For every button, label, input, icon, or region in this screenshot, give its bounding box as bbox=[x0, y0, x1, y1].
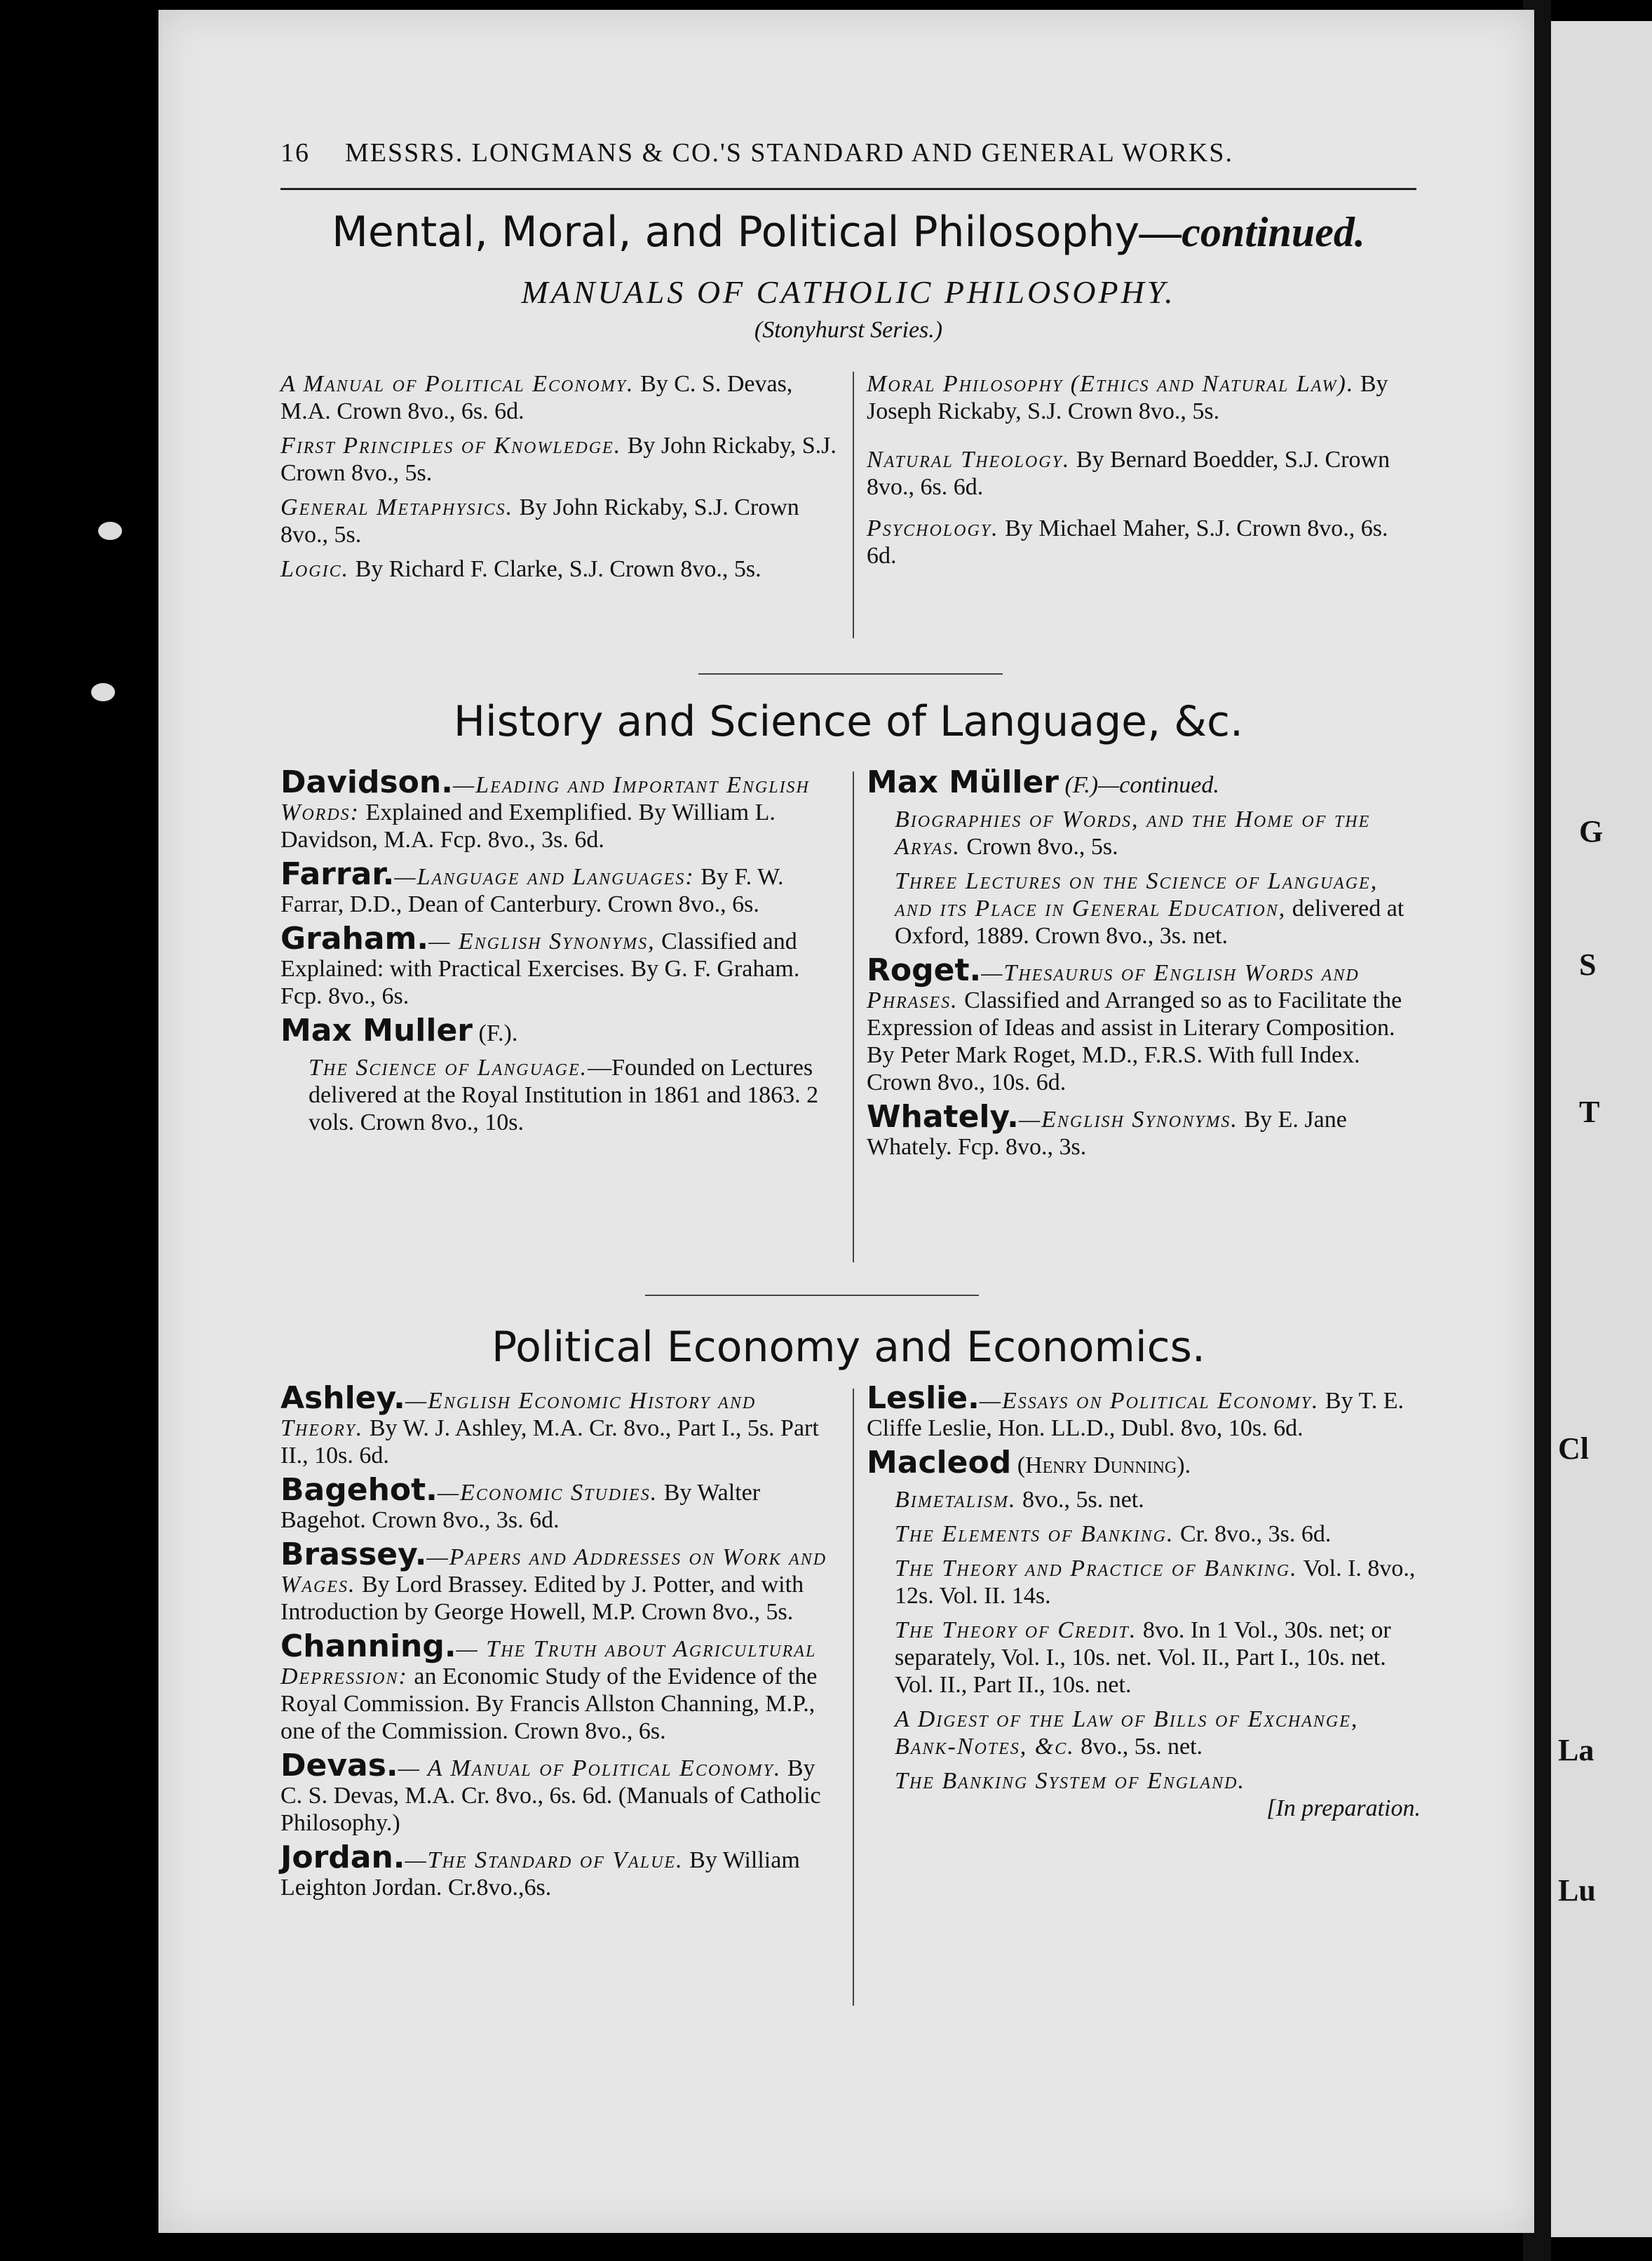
book-entry: General Metaphysics. By John Rickaby, S.J. Crown 8vo., 5s. bbox=[280, 494, 799, 548]
section-divider bbox=[645, 1295, 979, 1296]
book-entry: Farrar.—Language and Languages: By F. W. Farrar, D.D., Dean of Canterbury. Crown 8vo., 6s. bbox=[280, 856, 784, 917]
section2-right-column bbox=[867, 764, 1421, 1168]
book-entry: Roget.—Thesaurus of English Words and Phrases. Classified and Arranged so as to Facilitate the Expression of Ideas and assist in Literary Composition. By Peter Mark Roget, M.D., F.R.S. With full Index. Crown 8vo., 10s. 6d. bbox=[867, 952, 1402, 1095]
book-entry: Graham.— English Synonyms, Classified and Explained: with Practical Exercises. By G. F. Graham. Fcp. 8vo., 6s. bbox=[280, 921, 800, 1009]
book-entry: First Principles of Knowledge. By John Rickaby, S.J. Crown 8vo., 5s. bbox=[280, 433, 837, 486]
column-divider bbox=[853, 372, 854, 638]
book-entry: Max Müller (F.)—continued. bbox=[867, 764, 1219, 800]
book-entry: Ashley.—English Economic History and Theory. By W. J. Ashley, M.A. Cr. 8vo., Part I., 5s. Part II., 10s. 6d. bbox=[280, 1380, 819, 1469]
running-head bbox=[280, 137, 1416, 168]
book-entry: A Manual of Political Economy. By C. S. Devas, M.A. Crown 8vo., 6s. 6d. bbox=[280, 371, 793, 424]
section3-right-column bbox=[867, 1380, 1421, 1822]
book-entry: Max Muller (F.). bbox=[280, 1013, 518, 1048]
book-entry: Moral Philosophy (Ethics and Natural Law). By Joseph Rickaby, S.J. Crown 8vo., 5s. bbox=[867, 371, 1388, 424]
section-title bbox=[280, 208, 1416, 257]
book-entry: Channing.— The Truth about Agricultural Depression: an Economic Study of the Evidence of the Royal Commission. By Francis Allston Channing, M.P., one of the Commission. Crown 8vo., 6s. bbox=[280, 1628, 818, 1744]
head-rule bbox=[280, 188, 1416, 190]
section-title-text: Mental, Moral, and Political Philosophy bbox=[332, 208, 1140, 257]
book-entry: The Elements of Banking. Cr. 8vo., 3s. 6d. bbox=[895, 1521, 1332, 1547]
edge-fragment: S bbox=[1579, 947, 1597, 982]
book-entry: Three Lectures on the Science of Language, and its Place in General Education, delivered at Oxford, 1889. Crown 8vo., 3s. net. bbox=[895, 868, 1404, 949]
book-entry: Biographies of Words, and the Home of the Aryas. Crown 8vo., 5s. bbox=[895, 806, 1371, 860]
edge-fragment: T bbox=[1579, 1095, 1600, 1129]
book-entry: Whately.—English Synonyms. By E. Jane Whately. Fcp. 8vo., 3s. bbox=[867, 1099, 1347, 1160]
column-divider bbox=[853, 771, 854, 1262]
book-entry: The Theory and Practice of Banking. Vol. I. 8vo., 12s. Vol. II. 14s. bbox=[895, 1555, 1416, 1609]
series-label: (Stonyhurst Series.) bbox=[754, 317, 943, 343]
book-entry: Bimetalism. 8vo., 5s. net. bbox=[895, 1487, 1144, 1513]
section-divider bbox=[698, 673, 1003, 675]
book-entry: Logic. By Richard F. Clarke, S.J. Crown 8vo., 5s. bbox=[280, 556, 761, 582]
edge-fragment: Cl bbox=[1558, 1431, 1589, 1466]
binding-hole bbox=[98, 522, 122, 540]
edge-fragment: Lu bbox=[1558, 1873, 1596, 1908]
preparation-note: [In preparation. bbox=[1266, 1795, 1421, 1821]
section-title: History and Science of Language, &c. bbox=[453, 697, 1244, 746]
section1-left-column bbox=[280, 370, 841, 590]
section1-right-column bbox=[867, 370, 1421, 576]
book-entry: Macleod (Henry Dunning). bbox=[867, 1445, 1191, 1480]
book-entry: Davidson.—Leading and Important English Words: Explained and Exemplified. By William L. Davidson, M.A. Fcp. 8vo., 3s. 6d. bbox=[280, 764, 810, 853]
book-entry: Devas.— A Manual of Political Economy. By C. S. Devas, M.A. Cr. 8vo., 6s. 6d. (Manuals of Catholic Philosophy.) bbox=[280, 1748, 821, 1836]
section3-left-column bbox=[280, 1380, 841, 1908]
book-entry: Bagehot.—Economic Studies. By Walter Bagehot. Crown 8vo., 3s. 6d. bbox=[280, 1472, 761, 1533]
book-entry: The Banking System of England. bbox=[895, 1768, 1245, 1794]
section-subtitle: MANUALS OF CATHOLIC PHILOSOPHY. bbox=[521, 274, 1176, 310]
book-entry: The Theory of Credit. 8vo. In 1 Vol., 30s. net; or separately, Vol. I., 10s. net. Vol. II., Part I., 10s. net. Vol. II., Part II., 10s. net. bbox=[895, 1617, 1391, 1698]
section-title: Political Economy and Economics. bbox=[492, 1323, 1205, 1372]
running-head-text: MESSRS. LONGMANS & CO.'S STANDARD AND GENERAL WORKS. bbox=[345, 138, 1233, 168]
binding-hole bbox=[91, 683, 115, 701]
edge-fragment: La bbox=[1558, 1733, 1595, 1767]
book-entry: Natural Theology. By Bernard Boedder, S.J. Crown 8vo., 6s. 6d. bbox=[867, 447, 1390, 500]
section2-left-column bbox=[280, 764, 841, 1143]
section-title-cont: —continued. bbox=[1139, 209, 1365, 255]
book-entry: Jordan.—The Standard of Value. By William Leighton Jordan. Cr.8vo.,6s. bbox=[280, 1840, 800, 1901]
next-page-edge bbox=[1551, 21, 1652, 2237]
page-number: 16 bbox=[280, 138, 310, 168]
book-entry: Psychology. By Michael Maher, S.J. Crown 8vo., 6s. 6d. bbox=[867, 515, 1388, 569]
edge-fragment: G bbox=[1579, 814, 1604, 849]
column-divider bbox=[853, 1389, 854, 2006]
book-entry: Leslie.—Essays on Political Economy. By T. E. Cliffe Leslie, Hon. LL.D., Dubl. 8vo, 10s. 6d. bbox=[867, 1380, 1404, 1441]
book-entry: A Digest of the Law of Bills of Exchange, Bank-Notes, &c. 8vo., 5s. net. bbox=[895, 1706, 1359, 1760]
book-entry: The Science of Language.—Founded on Lectures delivered at the Royal Institution in 1861 and 1863. 2 vols. Crown 8vo., 10s. bbox=[309, 1055, 819, 1135]
book-entry: Brassey.—Papers and Addresses on Work and Wages. By Lord Brassey. Edited by J. Potter, and with Introduction by George Howell, M.P. Crown 8vo., 5s. bbox=[280, 1537, 827, 1625]
